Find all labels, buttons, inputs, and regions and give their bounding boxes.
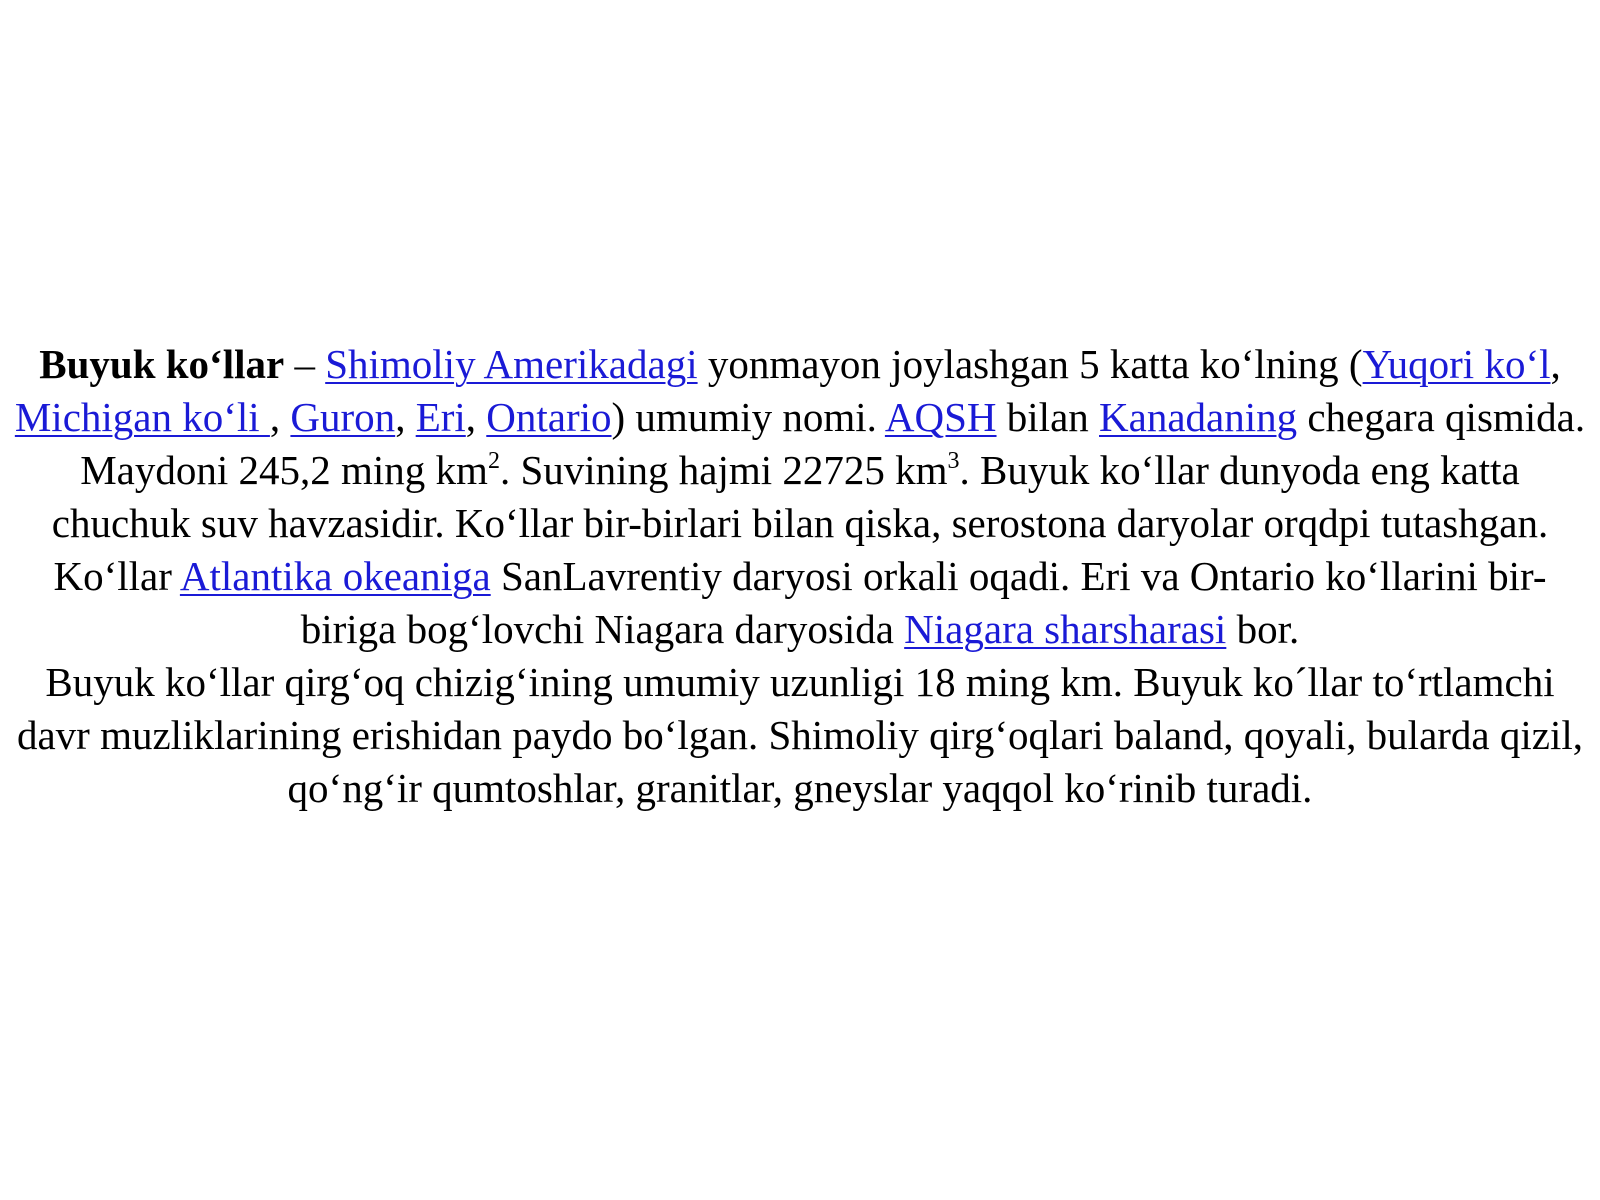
text-segment: ,: [1550, 341, 1561, 387]
text-segment: . Buyuk ko‘llar dunyoda eng katta chuchuk suv havzasidir. Ko‘llar bir-birlari bilan qiska, serostona daryolar orqdpi tutashgan. Ko‘llar: [51, 447, 1549, 599]
text-segment: chegara qismida. Maydoni 245,2 ming km: [80, 394, 1586, 493]
text-segment: ,: [395, 394, 416, 440]
link-huron[interactable]: Guron: [290, 394, 396, 440]
article-body: [12, 338, 1588, 815]
text-segment: . Suvining hajmi 22725 km: [499, 447, 948, 493]
link-usa[interactable]: AQSH: [884, 394, 997, 440]
link-ontario[interactable]: Ontario: [486, 394, 612, 440]
text-segment: yonmayon joylashgan 5 katta ko‘lning (: [697, 341, 1363, 387]
link-michigan[interactable]: Michigan ko‘li: [14, 394, 270, 440]
link-niagara-falls[interactable]: Niagara sharsharasi: [904, 606, 1227, 652]
text-segment: bilan: [996, 394, 1100, 440]
volume-superscript: 3: [947, 448, 960, 474]
text-segment: bor.: [1226, 606, 1300, 652]
text-segment: –: [284, 341, 326, 387]
area-superscript: 2: [487, 448, 500, 474]
text-segment: ) umumiy nomi.: [611, 394, 885, 440]
text-segment: ,: [269, 394, 291, 440]
link-erie[interactable]: Eri: [415, 394, 466, 440]
link-canada[interactable]: Kanadaning: [1099, 394, 1298, 440]
article-title: Buyuk ko‘llar: [39, 341, 285, 387]
link-atlantic[interactable]: Atlantika okeaniga: [179, 553, 491, 599]
text-segment: SanLavrentiy daryosi orkali oqadi. Eri va Ontario ko‘llarini bir-biriga bog‘lovchi Niagara daryosida: [300, 553, 1547, 652]
link-superior[interactable]: Yuqori ko‘l: [1362, 341, 1551, 387]
link-north-america[interactable]: Shimoliy Amerikadagi: [325, 341, 698, 387]
paragraph-intro: [12, 338, 1588, 656]
paragraph-details: Buyuk ko‘llar qirg‘oq chizig‘ining umumiy uzunligi 18 ming km. Buyuk ko´llar to‘rtlamchi davr muzliklarining erishidan paydo bo‘lgan. Shimoliy qirg‘oqlari baland, qoyali, bularda qizil, qo‘ng‘ir qumtoshlar, granitlar, gneyslar yaqqol ko‘rinib turadi.: [16, 659, 1583, 811]
text-segment: ,: [465, 394, 487, 440]
